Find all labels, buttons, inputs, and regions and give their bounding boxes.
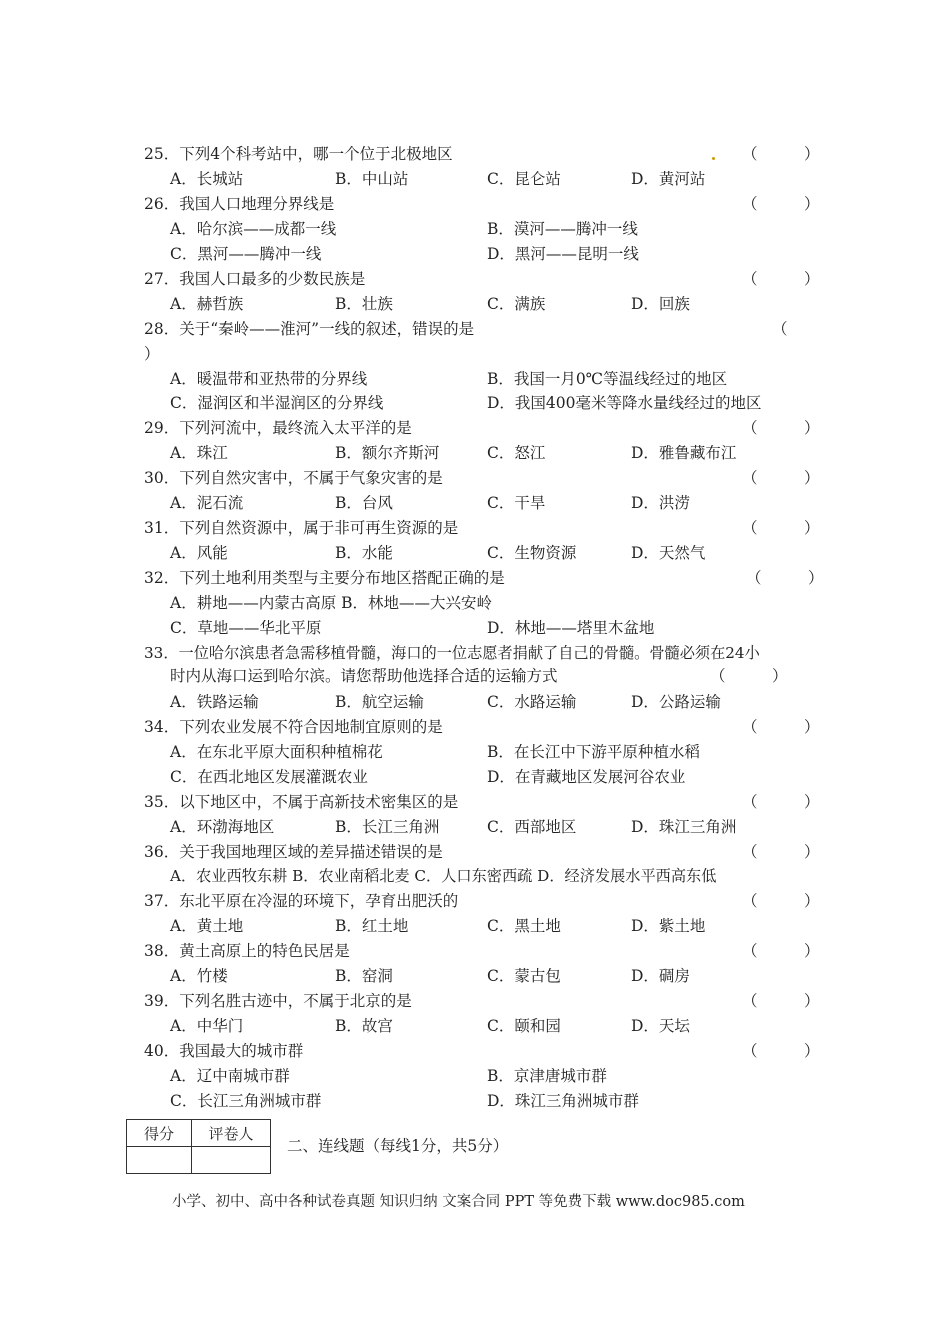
section-2-heading: 二、连线题（每线1分，共5分） — [287, 1137, 509, 1155]
q26-opt-c: C．黑河——腾冲一线 — [170, 245, 322, 263]
q28-opt-b: B．我国一月0℃等温线经过的地区 — [487, 370, 728, 388]
q35-opt-b: B．长江三角洲 — [335, 818, 440, 836]
q27-answer-paren: （ ） — [742, 270, 820, 288]
q33-opt-a: A．铁路运输 — [170, 693, 259, 711]
q28-paren-open: （ — [772, 320, 788, 338]
q38-answer-paren: （ ） — [742, 942, 820, 960]
q33-opt-b: B．航空运输 — [335, 693, 424, 711]
q35-stem: 35．以下地区中，不属于高新技术密集区的是 — [144, 793, 459, 811]
q30-answer-paren: （ ） — [742, 469, 820, 487]
q33-stem: 33．一位哈尔滨患者急需移植骨髓，海口的一位志愿者捐献了自己的骨髓。骨髓必须在24小 — [144, 644, 760, 662]
q38-stem: 38．黄土高原上的特色民居是 — [144, 942, 350, 960]
q34-opt-d: D．在青藏地区发展河谷农业 — [487, 768, 686, 786]
q35-opt-c: C．西部地区 — [487, 818, 577, 836]
q25-opt-c: C．昆仑站 — [487, 170, 561, 188]
q25-opt-b: B．中山站 — [335, 170, 409, 188]
q36-answer-paren: （ ） — [742, 843, 820, 861]
q38-opt-b: B．窑洞 — [335, 967, 393, 985]
q34-stem: 34．下列农业发展不符合因地制宜原则的是 — [144, 718, 443, 736]
q25-stem: 25．下列4个科考站中，哪一个位于北极地区 — [144, 145, 453, 163]
page-footer: 小学、初中、高中各种试卷真题 知识归纳 文案合同 PPT 等免费下载 www.doc985.com — [172, 1194, 745, 1210]
grader-header: 评卷人 — [192, 1120, 271, 1147]
q25-opt-d: D．黄河站 — [631, 170, 706, 188]
q31-opt-c: C．生物资源 — [487, 544, 577, 562]
q27-stem: 27．我国人口最多的少数民族是 — [144, 270, 366, 288]
q39-opt-b: B．故宫 — [335, 1017, 393, 1035]
q28-opt-d: D．我国400毫米等降水量线经过的地区 — [487, 394, 762, 412]
q34-opt-b: B．在长江中下游平原种植水稻 — [487, 743, 700, 761]
q38-opt-a: A．竹楼 — [170, 967, 228, 985]
q31-opt-b: B．水能 — [335, 544, 393, 562]
q29-opt-b: B．额尔齐斯河 — [335, 444, 440, 462]
q35-answer-paren: （ ） — [742, 793, 820, 811]
q37-opt-d: D．紫土地 — [631, 917, 706, 935]
q38-opt-c: C．蒙古包 — [487, 967, 561, 985]
stray-dot — [712, 157, 715, 160]
q36-stem: 36．关于我国地理区域的差异描述错误的是 — [144, 843, 443, 861]
q39-answer-paren: （ ） — [742, 992, 820, 1010]
q27-opt-a: A．赫哲族 — [170, 295, 244, 313]
score-cell[interactable] — [127, 1147, 192, 1174]
q39-stem: 39．下列名胜古迹中，不属于北京的是 — [144, 992, 412, 1010]
q29-opt-c: C．怒江 — [487, 444, 546, 462]
q40-opt-c: C．长江三角洲城市群 — [170, 1092, 322, 1110]
q35-opt-d: D．珠江三角洲 — [631, 818, 737, 836]
q29-opt-a: A．珠江 — [170, 444, 228, 462]
q34-opt-c: C．在西北地区发展灌溉农业 — [170, 768, 368, 786]
q30-opt-a: A．泥石流 — [170, 494, 244, 512]
q31-stem: 31．下列自然资源中，属于非可再生资源的是 — [144, 519, 459, 537]
q35-opt-a: A．环渤海地区 — [170, 818, 275, 836]
q37-opt-b: B．红土地 — [335, 917, 409, 935]
q32-opt-ab: A．耕地——内蒙古高原 B．林地——大兴安岭 — [170, 594, 493, 612]
q33-opt-c: C．水路运输 — [487, 693, 577, 711]
q40-opt-b: B．京津唐城市群 — [487, 1067, 607, 1085]
q31-opt-a: A．风能 — [170, 544, 228, 562]
q32-answer-paren: （ ） — [746, 569, 824, 587]
q37-opt-c: C．黑土地 — [487, 917, 561, 935]
q39-opt-d: D．天坛 — [631, 1017, 690, 1035]
q39-opt-c: C．颐和园 — [487, 1017, 561, 1035]
q26-stem: 26．我国人口地理分界线是 — [144, 195, 335, 213]
q26-opt-d: D．黑河——昆明一线 — [487, 245, 639, 263]
q34-opt-a: A．在东北平原大面积种植棉花 — [170, 743, 383, 761]
q32-opt-d: D．林地——塔里木盆地 — [487, 619, 655, 637]
q25-answer-paren: （ ） — [742, 145, 820, 163]
q26-opt-b: B．漠河——腾冲一线 — [487, 220, 638, 238]
q36-options: A．农业西牧东耕 B．农业南稻北麦 C．人口东密西疏 D．经济发展水平西高东低 — [170, 867, 717, 885]
q37-stem: 37．东北平原在冷湿的环境下，孕育出肥沃的 — [144, 892, 459, 910]
q27-opt-d: D．回族 — [631, 295, 690, 313]
q29-answer-paren: （ ） — [742, 419, 820, 437]
grader-cell[interactable] — [192, 1147, 271, 1174]
q29-opt-d: D．雅鲁藏布江 — [631, 444, 737, 462]
q30-opt-b: B．台风 — [335, 494, 393, 512]
q31-opt-d: D．天然气 — [631, 544, 706, 562]
q30-stem: 30．下列自然灾害中，不属于气象灾害的是 — [144, 469, 443, 487]
q40-answer-paren: （ ） — [742, 1042, 820, 1060]
q40-opt-a: A．辽中南城市群 — [170, 1067, 290, 1085]
q34-answer-paren: （ ） — [742, 718, 820, 736]
q27-opt-c: C．满族 — [487, 295, 546, 313]
q26-opt-a: A．哈尔滨——成都一线 — [170, 220, 337, 238]
q38-opt-d: D．碉房 — [631, 967, 690, 985]
q30-opt-d: D．洪涝 — [631, 494, 690, 512]
q28-stem: 28．关于“秦岭——淮河”一线的叙述，错误的是 — [144, 320, 475, 338]
q39-opt-a: A．中华门 — [170, 1017, 244, 1035]
score-header: 得分 — [127, 1120, 192, 1147]
q29-stem: 29．下列河流中，最终流入太平洋的是 — [144, 419, 412, 437]
q33-opt-d: D．公路运输 — [631, 693, 721, 711]
q25-opt-a: A．长城站 — [170, 170, 244, 188]
q33-answer-paren: （ ） — [710, 667, 788, 685]
score-table — [126, 1119, 271, 1174]
q28-opt-c: C．湿润区和半湿润区的分界线 — [170, 394, 384, 412]
q28-opt-a: A．暖温带和亚热带的分界线 — [170, 370, 368, 388]
q32-stem: 32．下列土地利用类型与主要分布地区搭配正确的是 — [144, 569, 505, 587]
q37-answer-paren: （ ） — [742, 892, 820, 910]
q28-paren-close: ） — [144, 345, 160, 363]
q31-answer-paren: （ ） — [742, 519, 820, 537]
q32-opt-c: C．草地——华北平原 — [170, 619, 322, 637]
q37-opt-a: A．黄土地 — [170, 917, 244, 935]
q27-opt-b: B．壮族 — [335, 295, 393, 313]
q26-answer-paren: （ ） — [742, 195, 820, 213]
q40-opt-d: D．珠江三角洲城市群 — [487, 1092, 639, 1110]
q40-stem: 40．我国最大的城市群 — [144, 1042, 304, 1060]
q30-opt-c: C．干旱 — [487, 494, 546, 512]
q33-stem-cont: 时内从海口运到哈尔滨。请您帮助他选择合适的运输方式 — [170, 667, 558, 685]
